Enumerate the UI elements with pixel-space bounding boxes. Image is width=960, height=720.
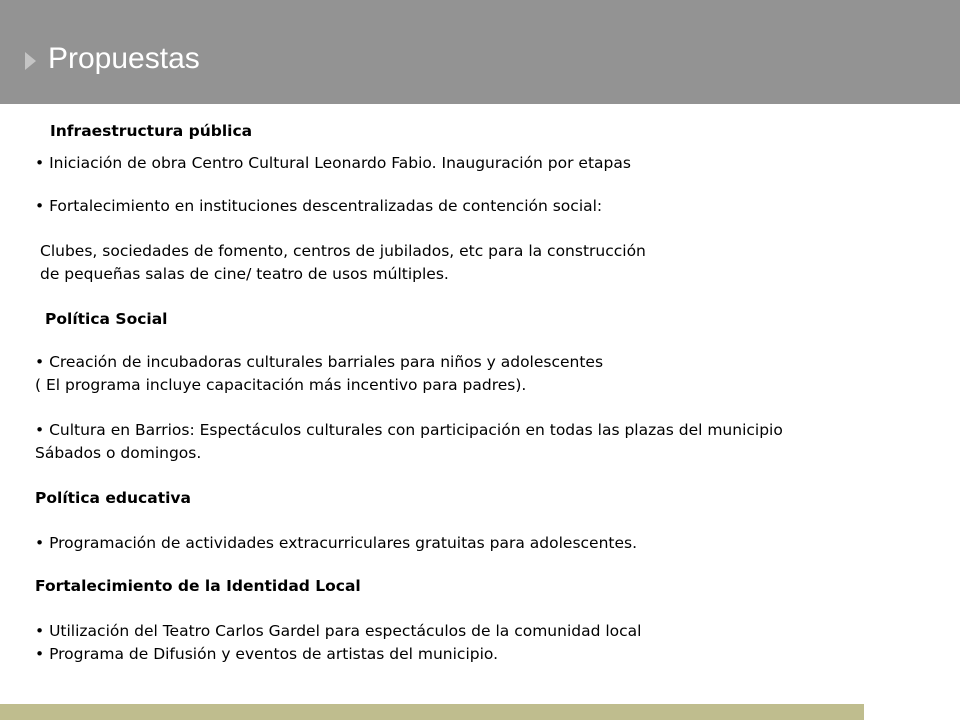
list-item-detail: de pequeñas salas de cine/ teatro de usos múltiples. xyxy=(40,265,449,283)
list-item-detail: ( El programa incluye capacitación más incentivo para padres). xyxy=(35,376,527,394)
page-title: Propuestas xyxy=(48,42,200,75)
list-item-detail: Clubes, sociedades de fomento, centros de jubilados, etc para la construcción xyxy=(40,242,646,260)
section-heading-identidad-local: Fortalecimiento de la Identidad Local xyxy=(35,577,361,595)
footer-bar xyxy=(0,704,864,720)
list-item: • Iniciación de obra Centro Cultural Leonardo Fabio. Inauguración por etapas xyxy=(35,154,631,172)
section-heading-politica-educativa: Política educativa xyxy=(35,489,191,507)
list-item: • Cultura en Barrios: Espectáculos culturales con participación en todas las plazas del municipio xyxy=(35,421,783,439)
list-item: • Programación de actividades extracurriculares gratuitas para adolescentes. xyxy=(35,534,638,552)
section-heading-politica-social: Política Social xyxy=(45,310,168,328)
list-item-detail: Sábados o domingos. xyxy=(35,444,202,462)
list-item: • Creación de incubadoras culturales barriales para niños y adolescentes xyxy=(35,353,604,371)
list-item: • Utilización del Teatro Carlos Gardel para espectáculos de la comunidad local xyxy=(35,622,642,640)
section-heading-infraestructura: Infraestructura pública xyxy=(50,122,253,140)
list-item: • Fortalecimiento en instituciones descentralizadas de contención social: xyxy=(35,197,603,215)
list-item: • Programa de Difusión y eventos de artistas del municipio. xyxy=(35,645,499,663)
